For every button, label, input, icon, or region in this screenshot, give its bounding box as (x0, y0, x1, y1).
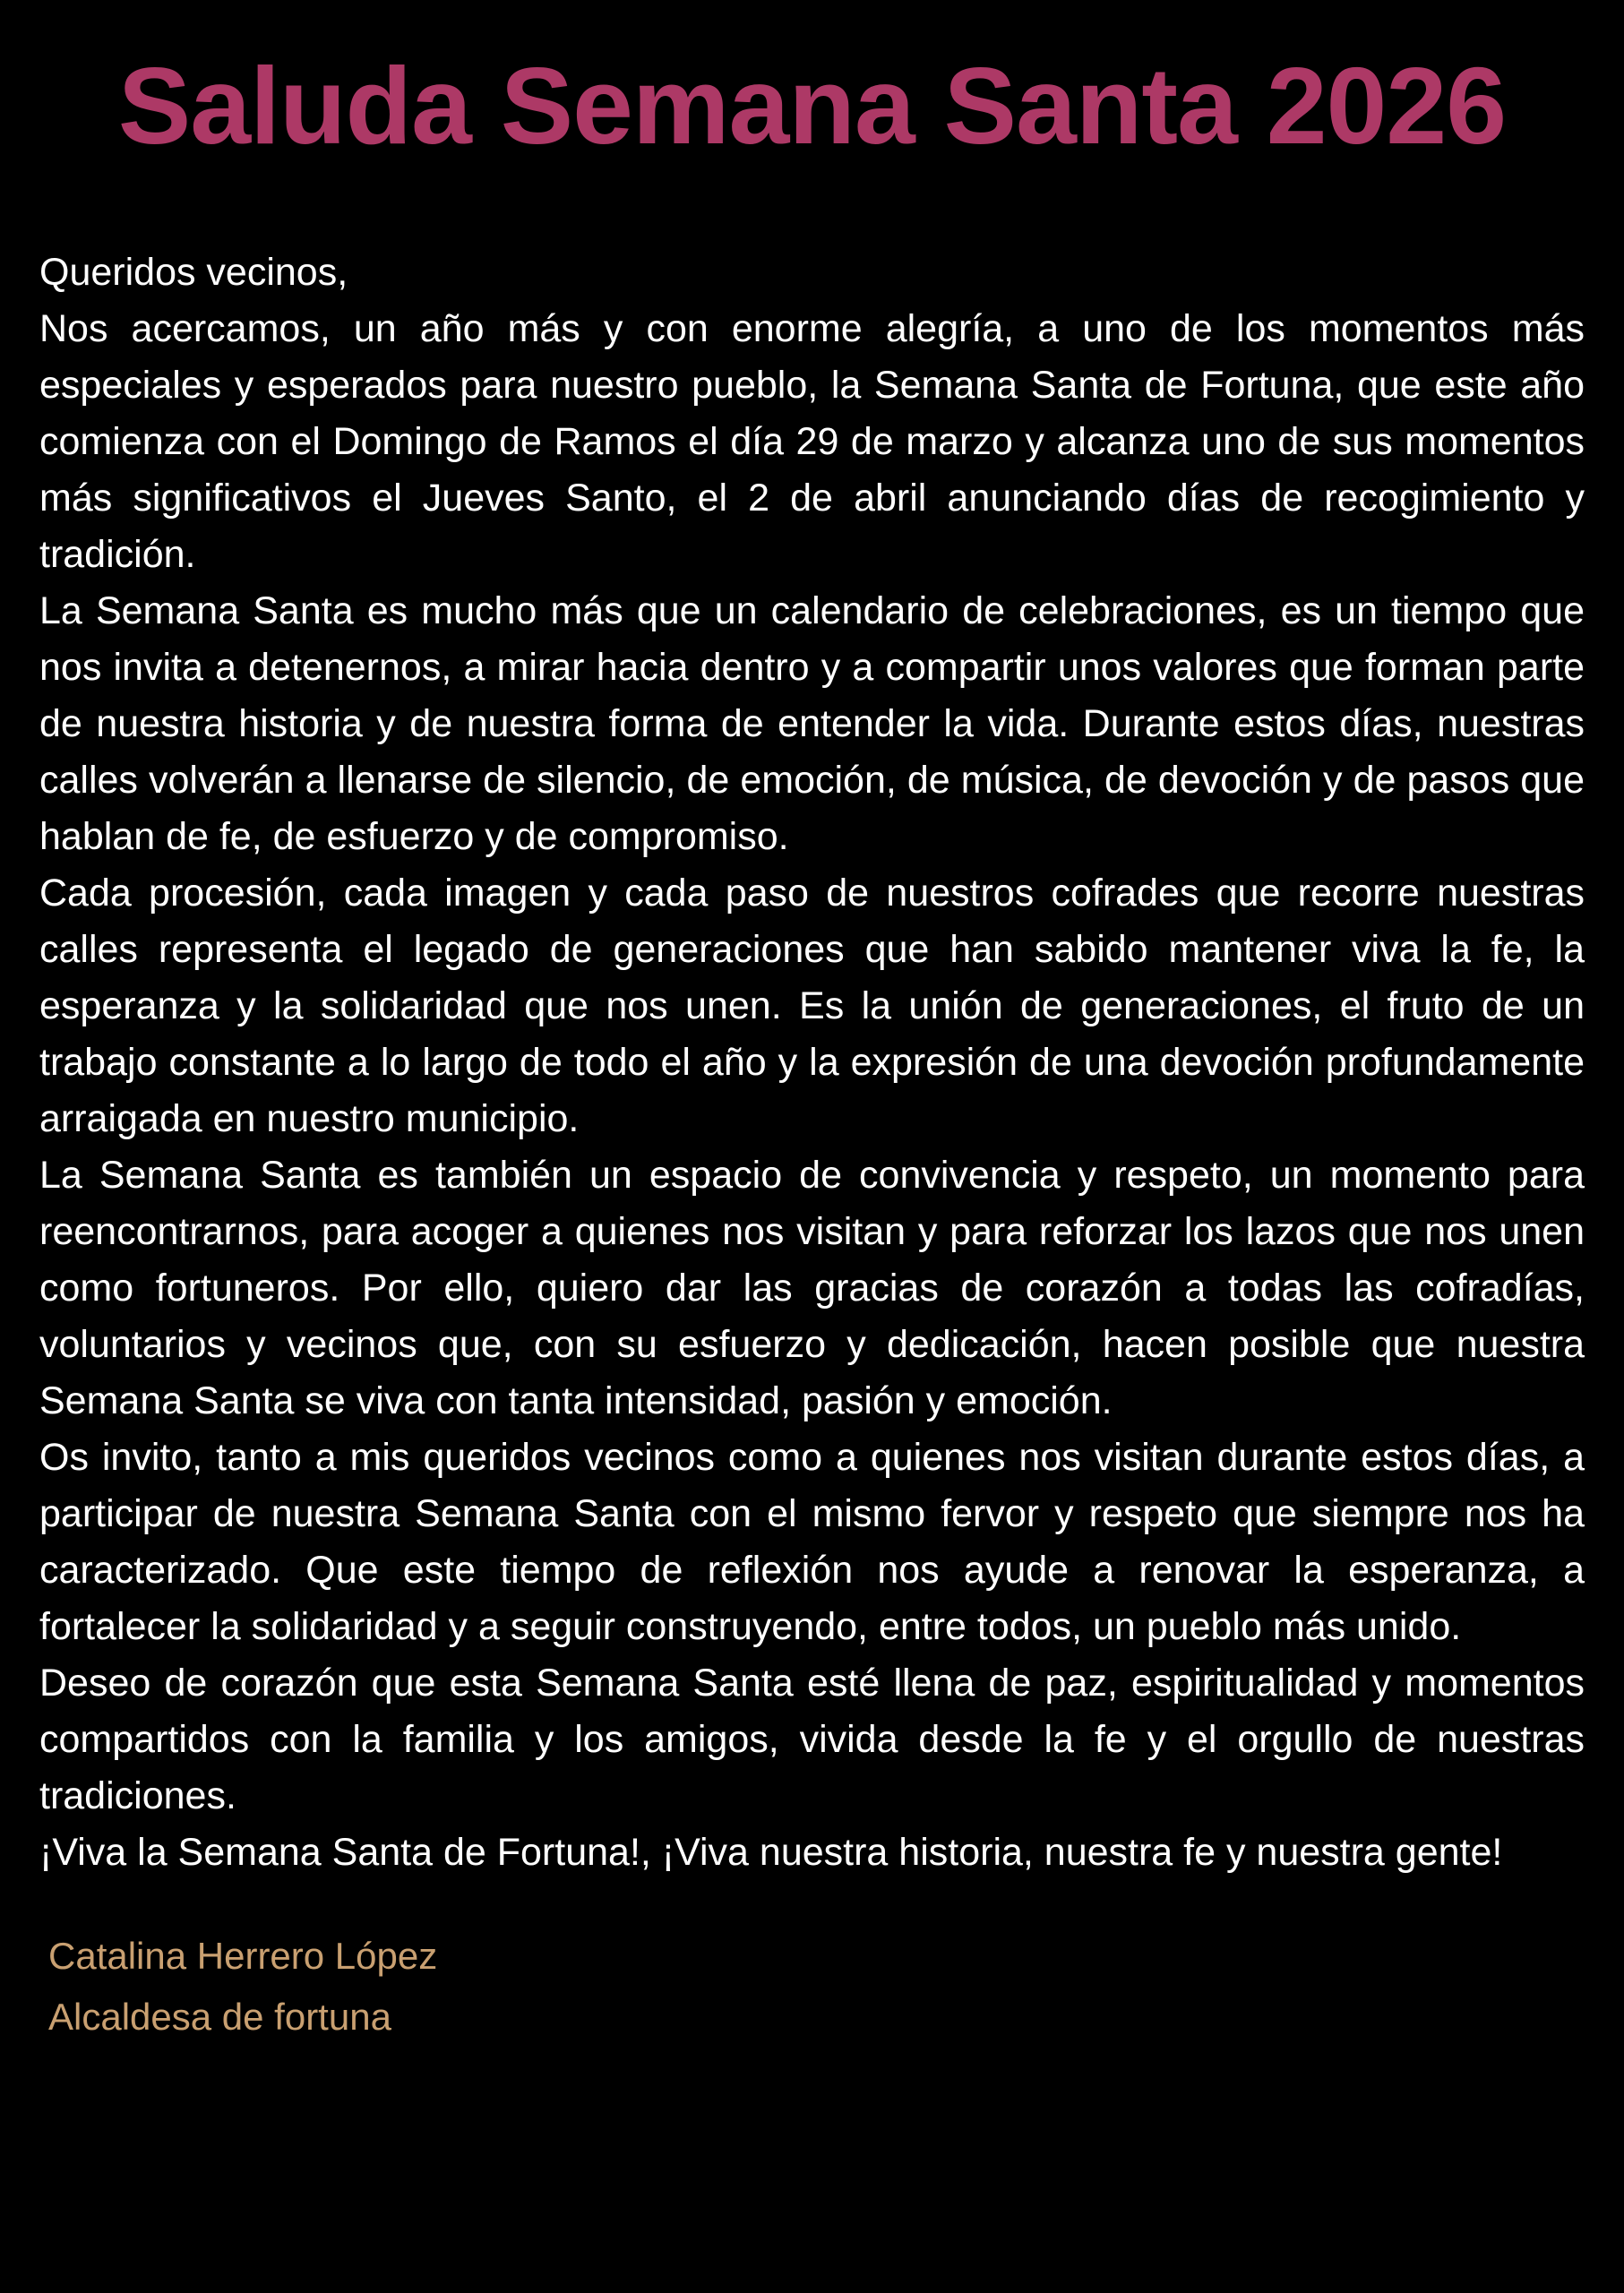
body-paragraph: Os invito, tanto a mis queridos vecinos como a quienes nos visitan durante estos días, a participar de nuestra Semana Santa con el mismo fervor y respeto que siempre nos ha caracterizado. Que este tiempo de reflexión nos ayude a renovar la esperanza, a fortalecer la solidaridad y a seguir construyendo, entre todos, un pueblo más unido. (39, 1435, 1585, 1648)
body-paragraph: Nos acercamos, un año más y con enorme alegría, a uno de los momentos más especiales y esperados para nuestro pueblo, la Semana Santa de Fortuna, que este año comienza con el Domingo de Ramos el día 29 de marzo y alcanza uno de sus momentos más significativos el Jueves Santo, el 2 de abril anunciando días de recogimiento y tradición. (39, 306, 1585, 576)
body-paragraph: La Semana Santa es también un espacio de convivencia y respeto, un momento para reencontrarnos, para acoger a quienes nos visitan y para reforzar los lazos que nos unen como fortuneros. Por ello, quiero dar las gracias de corazón a todas las cofradías, voluntarios y vecinos que, con su esfuerzo y dedicación, hacen posible que nuestra Semana Santa se viva con tanta intensidad, pasión y emoción. (39, 1153, 1585, 1422)
signature-block (39, 1926, 1585, 2048)
signature-role: Alcaldesa de fortuna (48, 1995, 391, 2038)
body-paragraph: La Semana Santa es mucho más que un calendario de celebraciones, es un tiempo que nos invita a detenernos, a mirar hacia dentro y a compartir unos valores que forman parte de nuestra historia y de nuestra forma de entender la vida. Durante estos días, nuestras calles volverán a llenarse de silencio, de emoción, de música, de devoción y de pasos que hablan de fe, de esfuerzo y de compromiso. (39, 588, 1585, 858)
salutation-paragraph: Queridos vecinos, (39, 250, 348, 294)
letter-body (39, 245, 1585, 1881)
body-paragraph: Cada procesión, cada imagen y cada paso de nuestros cofrades que recorre nuestras calles representa el legado de generaciones que han sabido mantener viva la fe, la esperanza y la solidaridad que nos unen. Es la unión de generaciones, el fruto de un trabajo constante a lo largo de todo el año y la expresión de una devoción profundamente arraigada en nuestro municipio. (39, 871, 1585, 1140)
closing-paragraph: ¡Viva la Semana Santa de Fortuna!, ¡Viva nuestra historia, nuestra fe y nuestra gente! (39, 1830, 1503, 1874)
body-paragraph: Deseo de corazón que esta Semana Santa esté llena de paz, espiritualidad y momentos compartidos con la familia y los amigos, vivida desde la fe y el orgullo de nuestras tradiciones. (39, 1661, 1585, 1817)
page-title: Saluda Semana Santa 2026 (117, 45, 1507, 167)
signature-name: Catalina Herrero López (48, 1934, 438, 1977)
